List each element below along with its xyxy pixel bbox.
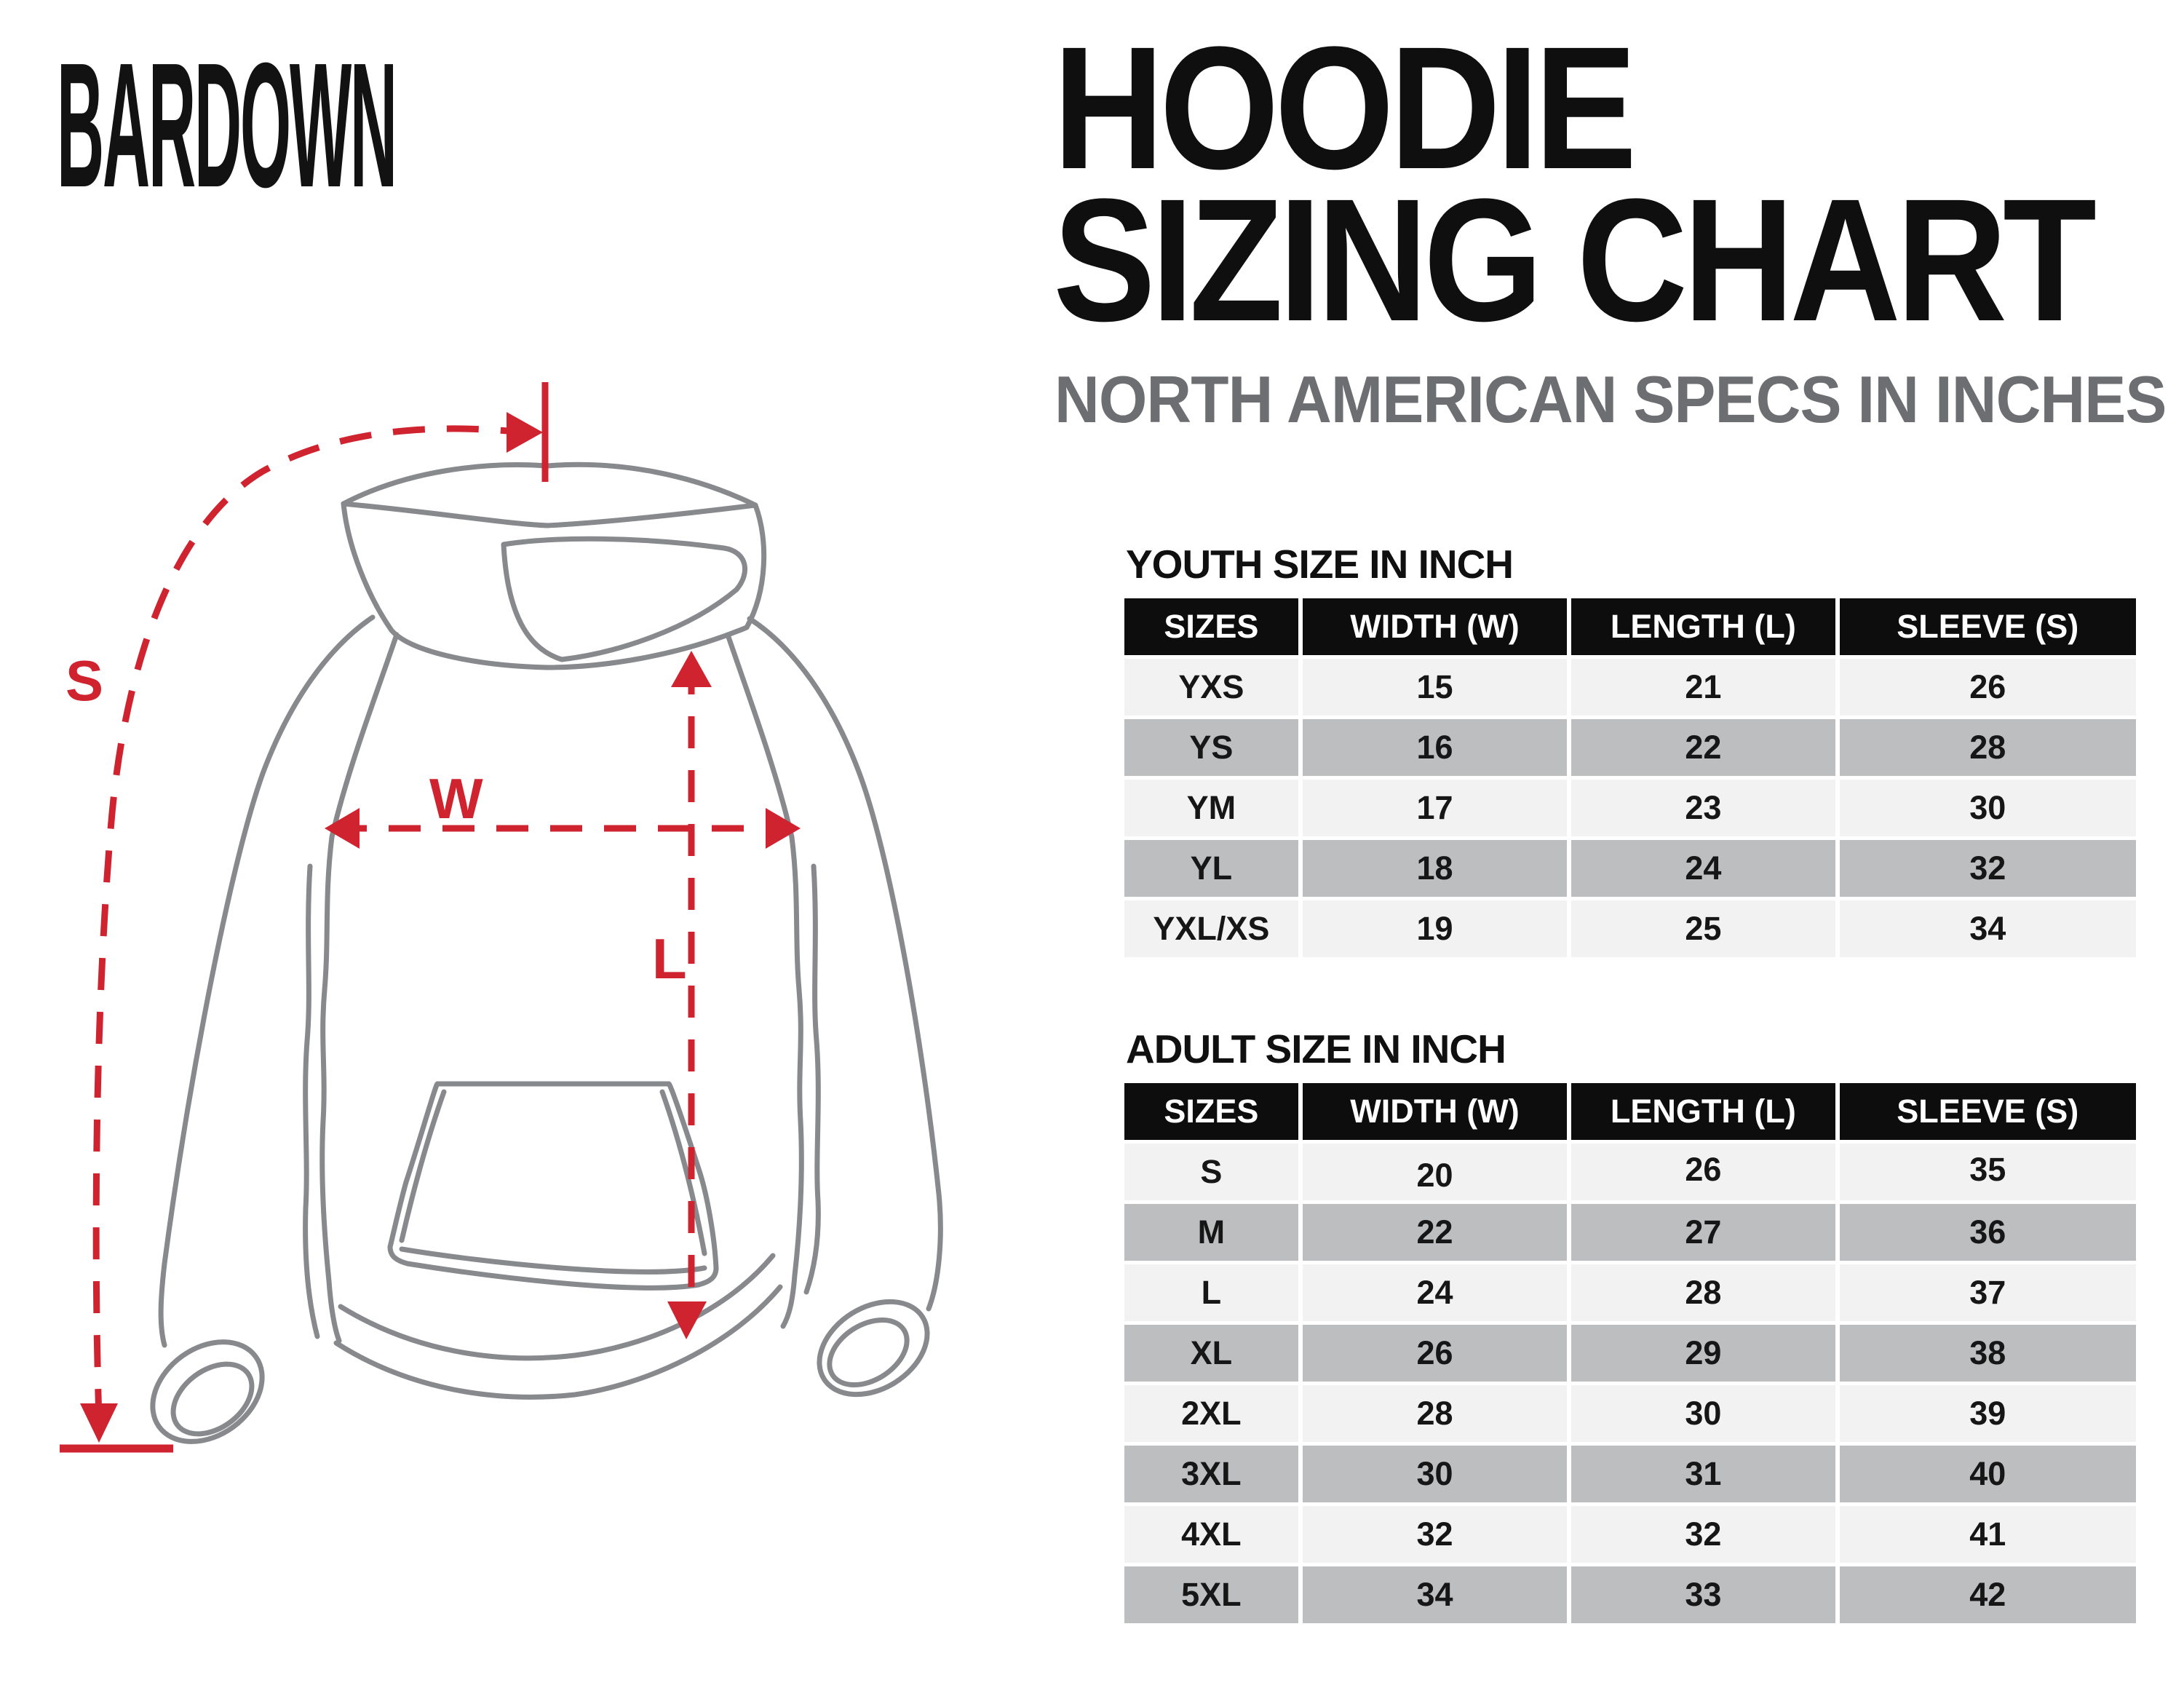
- body-hem-inner: [341, 1256, 773, 1358]
- length-arrowhead-up: [671, 651, 712, 687]
- cell-length: 29: [1571, 1325, 1835, 1382]
- page-title: [1053, 10, 2092, 357]
- cuff-left-opening: [160, 1350, 265, 1448]
- cell-size: M: [1124, 1204, 1298, 1261]
- table-row: [1124, 1144, 2136, 1200]
- table-header-row: [1124, 598, 2136, 655]
- cell-length: 22: [1571, 719, 1835, 776]
- cell-length: 26: [1571, 1144, 1835, 1200]
- cell-width: 20: [1303, 1144, 1568, 1200]
- table-row: [1124, 659, 2136, 716]
- cuff-right-outer: [802, 1283, 944, 1414]
- page-title-line-2: SIZING CHART: [1053, 162, 2092, 357]
- cell-sleeve: 30: [1840, 780, 2137, 836]
- sleeve-right-fold-line: [806, 866, 818, 1292]
- table-header-row: [1124, 1083, 2136, 1140]
- cuff-left-outer: [133, 1321, 281, 1462]
- sleeve-right-inner-seam: [728, 635, 801, 1326]
- cell-length: 21: [1571, 659, 1835, 716]
- column-header-length: LENGTH (L): [1571, 1083, 1835, 1140]
- cell-sleeve: 26: [1840, 659, 2137, 716]
- hoodie-outline: [133, 464, 944, 1462]
- column-header-length: LENGTH (L): [1571, 598, 1835, 655]
- cell-width: 16: [1303, 719, 1568, 776]
- cell-length: 24: [1571, 840, 1835, 897]
- cell-size: 3XL: [1124, 1446, 1298, 1502]
- cell-sleeve: 40: [1840, 1446, 2137, 1502]
- table-row: [1124, 1506, 2136, 1563]
- cell-size: YS: [1124, 719, 1298, 776]
- table-row: [1124, 1385, 2136, 1442]
- cell-size: YM: [1124, 780, 1298, 836]
- table-row: [1124, 719, 2136, 776]
- length-arrowhead-down: [667, 1301, 707, 1339]
- cell-size: 5XL: [1124, 1566, 1298, 1623]
- cuff-right-opening: [818, 1307, 919, 1398]
- table-row: [1124, 1566, 2136, 1623]
- cell-width: 22: [1303, 1204, 1568, 1261]
- sleeve-left-outer: [161, 617, 373, 1345]
- column-header-sleeve: SLEEVE (S): [1840, 1083, 2137, 1140]
- adult-size-section: [1124, 1026, 2145, 1627]
- cell-width: 28: [1303, 1385, 1568, 1442]
- sleeve-measure-label: S: [65, 649, 104, 713]
- youth-table-heading: YOUTH SIZE IN INCH: [1126, 542, 1514, 587]
- cell-size: YXL/XS: [1124, 900, 1298, 957]
- cell-size: 2XL: [1124, 1385, 1298, 1442]
- column-header-width: WIDTH (W): [1303, 1083, 1568, 1140]
- cell-length: 23: [1571, 780, 1835, 836]
- table-row: [1124, 780, 2136, 836]
- cell-size: 4XL: [1124, 1506, 1298, 1563]
- width-measure-label: W: [429, 766, 483, 831]
- cell-width: 24: [1303, 1264, 1568, 1321]
- sleeve-arrowhead-down: [80, 1403, 118, 1443]
- cell-size: YL: [1124, 840, 1298, 897]
- cell-length: 30: [1571, 1385, 1835, 1442]
- cell-size: S: [1124, 1144, 1298, 1200]
- cell-sleeve: 35: [1840, 1144, 2137, 1200]
- sleeve-left-fold-line: [306, 866, 317, 1336]
- table-row: [1124, 1446, 2136, 1502]
- cell-width: 15: [1303, 659, 1568, 716]
- table-row: [1124, 900, 2136, 957]
- cell-width: 32: [1303, 1506, 1568, 1563]
- table-row: [1124, 1264, 2136, 1321]
- hood-back-edge: [344, 504, 755, 526]
- width-arrowhead-right: [766, 808, 801, 849]
- cell-sleeve: 32: [1840, 840, 2137, 897]
- page-subtitle: NORTH AMERICAN SPECS IN INCHES: [1055, 363, 2167, 437]
- cell-width: 18: [1303, 840, 1568, 897]
- column-header-sizes: SIZES: [1124, 598, 1298, 655]
- table-row: [1124, 1325, 2136, 1382]
- cell-sleeve: 38: [1840, 1325, 2137, 1382]
- cell-length: 32: [1571, 1506, 1835, 1563]
- cell-size: XL: [1124, 1325, 1298, 1382]
- column-header-sleeve: SLEEVE (S): [1840, 598, 2137, 655]
- cell-sleeve: 28: [1840, 719, 2137, 776]
- adult-size-table: [1120, 1079, 2140, 1627]
- cell-size: L: [1124, 1264, 1298, 1321]
- cell-width: 26: [1303, 1325, 1568, 1382]
- cell-length: 27: [1571, 1204, 1835, 1261]
- cell-sleeve: 37: [1840, 1264, 2137, 1321]
- cell-width: 30: [1303, 1446, 1568, 1502]
- sleeve-left-inner-seam: [322, 635, 397, 1341]
- cell-sleeve: 36: [1840, 1204, 2137, 1261]
- cell-width: 19: [1303, 900, 1568, 957]
- youth-size-section: [1124, 544, 2145, 961]
- cell-length: 33: [1571, 1566, 1835, 1623]
- table-row: [1124, 840, 2136, 897]
- pocket-stitch-left: [402, 1092, 444, 1240]
- page-title-line-1: HOODIE: [1053, 10, 1633, 205]
- cell-length: 25: [1571, 900, 1835, 957]
- table-row: [1124, 1204, 2136, 1261]
- sleeve-right-outer: [750, 619, 940, 1309]
- cell-sleeve: 41: [1840, 1506, 2137, 1563]
- cell-sleeve: 39: [1840, 1385, 2137, 1442]
- cell-size: YXS: [1124, 659, 1298, 716]
- column-header-width: WIDTH (W): [1303, 598, 1568, 655]
- body-hem-outer: [336, 1287, 780, 1397]
- youth-size-table: [1120, 595, 2140, 961]
- hood-collar-outer: [344, 464, 764, 667]
- cell-sleeve: 34: [1840, 900, 2137, 957]
- cell-length: 31: [1571, 1446, 1835, 1502]
- adult-table-heading: ADULT SIZE IN INCH: [1126, 1026, 1506, 1071]
- column-header-sizes: SIZES: [1124, 1083, 1298, 1140]
- cell-sleeve: 42: [1840, 1566, 2137, 1623]
- sleeve-arrowhead-right: [507, 412, 543, 453]
- cell-length: 28: [1571, 1264, 1835, 1321]
- cell-width: 34: [1303, 1566, 1568, 1623]
- cell-width: 17: [1303, 780, 1568, 836]
- brand-logo: BARDOWN: [57, 25, 396, 224]
- length-measure-label: L: [652, 927, 687, 991]
